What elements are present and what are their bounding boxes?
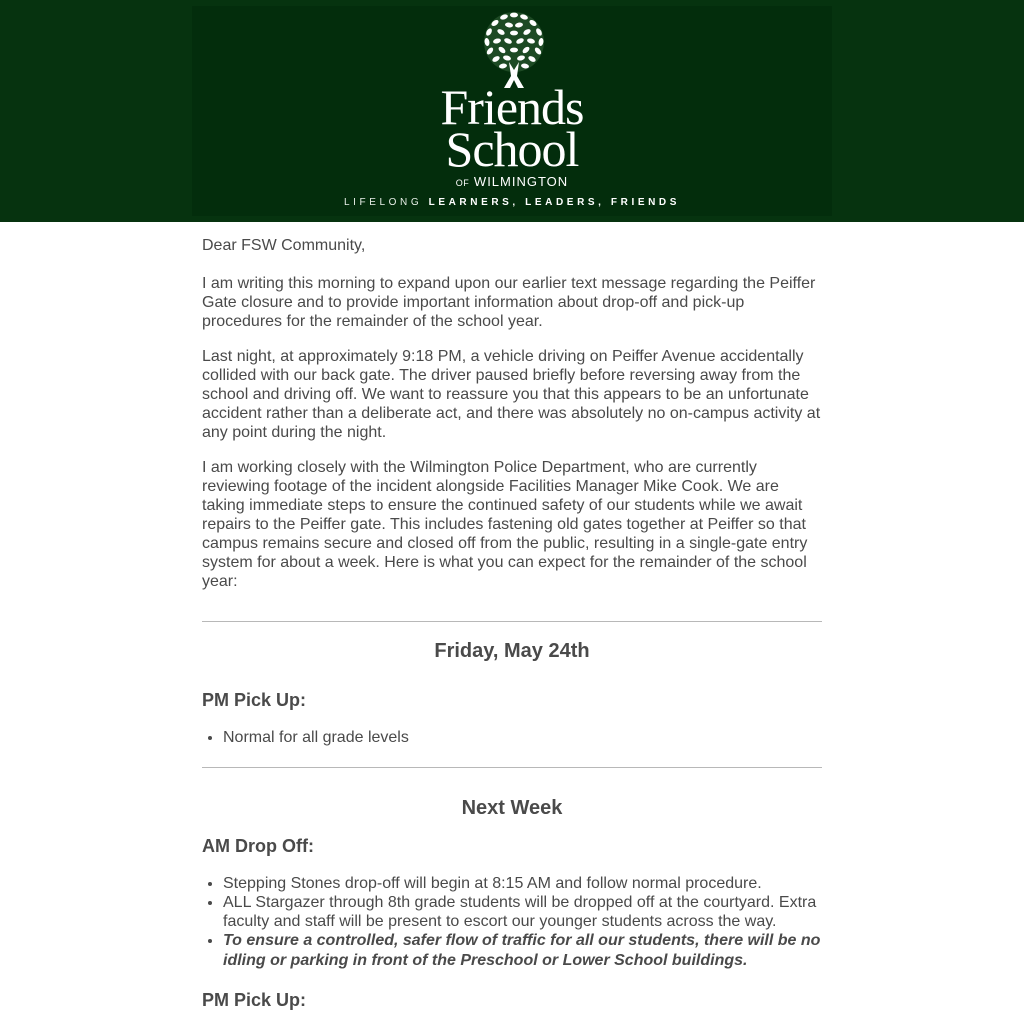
body-paragraph: Last night, at approximately 9:18 PM, a vehicle driving on Peiffer Avenue accidentally collided with our back gate. The driver paused briefly before reversing away from the school and driving off. We want to reassure you that this appears to be an unfortunate accident rather than a deliberate act, and there was absolutely no on-campus activity at any point during the night. xyxy=(202,348,821,441)
logo-wordmark-school: School xyxy=(445,121,579,177)
list-item: • Normal for all grade levels xyxy=(223,728,822,747)
school-logo-banner xyxy=(192,6,832,216)
email-body xyxy=(202,236,822,1010)
list-item: • ALL Stargazer through 8th grade students will be dropped off at the courtyard. Extra faculty and staff will be present to escort our younger students across the way. xyxy=(223,893,822,931)
bullet-list xyxy=(202,728,822,747)
logo-of-text: OF xyxy=(455,178,470,188)
list-item: • Stepping Stones drop-off will begin at 8:15 AM and follow normal procedure. xyxy=(223,874,822,893)
section-title-friday: Friday, May 24th xyxy=(434,640,590,662)
logo-tagline xyxy=(192,197,832,208)
section-title-next-week: Next Week xyxy=(461,797,563,819)
logo-city-text: WILMINGTON xyxy=(473,174,569,189)
sub-heading-pm-pickup: PM Pick Up: xyxy=(202,690,307,710)
tagline-bold: LEARNERS, LEADERS, FRIENDS xyxy=(428,197,681,208)
greeting: Dear FSW Community, xyxy=(202,237,366,254)
logo-wordmark-friends: Friends xyxy=(440,79,584,135)
sub-heading-pm-pickup-next-week: PM Pick Up: xyxy=(202,990,307,1010)
header-banner xyxy=(0,0,1024,222)
body-paragraph: I am working closely with the Wilmington Police Department, who are currently reviewing footage of the incident alongside Facilities Manager Mike Cook. We are taking immediate steps to ensure the continued safety of our students while we await repairs to the Peiffer gate. This includes fastening old gates together at Peiffer so that campus remains secure and closed off from the public, resulting in a single-gate entry system for about a week. Here is what you can expect for the remainder of the school year: xyxy=(202,459,808,590)
body-paragraph: I am writing this morning to expand upon our earlier text message regarding the Peiffer Gate closure and to provide important information about drop-off and pick-up procedures for the remainder of the school year. xyxy=(202,275,816,330)
logo-location xyxy=(192,174,832,189)
list-item-emphasis: • To ensure a controlled, safer flow of traffic for all our students, there will be no idling or parking in front of the Preschool or Lower School buildings. xyxy=(223,931,822,971)
tagline-light: LIFELONG xyxy=(343,197,423,208)
bullet-list xyxy=(202,874,822,971)
sub-heading-am-dropoff: AM Drop Off: xyxy=(202,836,314,856)
